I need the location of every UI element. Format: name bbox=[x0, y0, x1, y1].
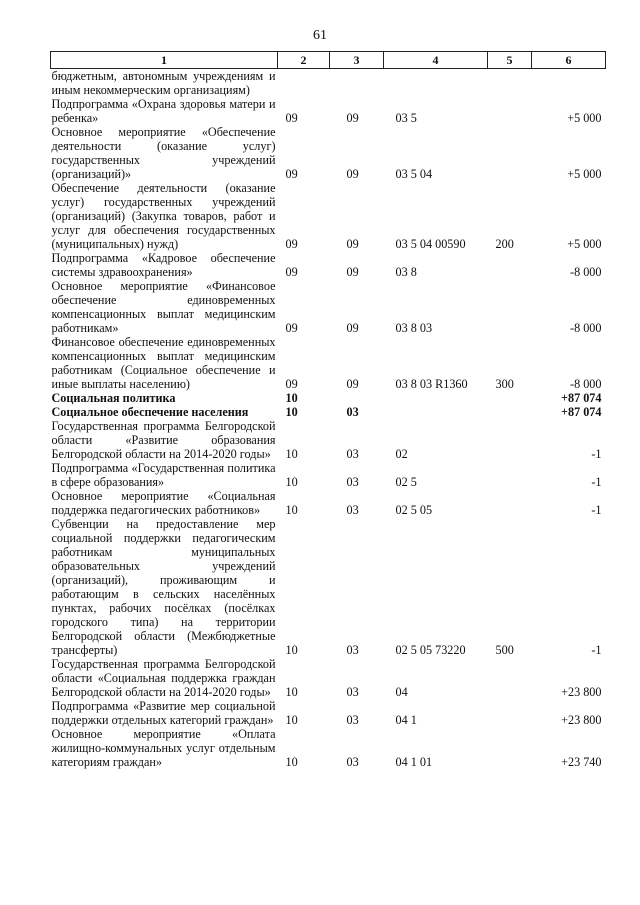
row-description: Субвенции на предоставление мер социальной поддержки педагогическим работникам муниципальных образовательных учреждений (организаций), проживающим и работающим в сельских населённых пунктах, рабочих посёлках (посёлках городского типа) на территории Белгородской области (Межбюджетные трансферты) bbox=[51, 517, 276, 657]
row-section-code: 10 bbox=[285, 503, 298, 517]
row-expense-type-code bbox=[488, 97, 532, 125]
table-row bbox=[51, 727, 606, 769]
row-amount bbox=[532, 69, 606, 98]
row-section-code: 09 bbox=[285, 237, 298, 251]
row-subsection-code: 09 bbox=[346, 377, 359, 391]
column-header: 1 bbox=[51, 52, 278, 69]
row-amount: -8 000 bbox=[570, 377, 602, 391]
row-section-code: 09 bbox=[285, 167, 298, 181]
row-section-code: 10 bbox=[285, 643, 298, 657]
row-target-article-code: 02 5 05 bbox=[395, 503, 433, 517]
column-header: 5 bbox=[488, 52, 532, 69]
row-expense-type-code bbox=[488, 727, 532, 769]
table-row bbox=[51, 489, 606, 517]
row-amount: -8 000 bbox=[570, 265, 602, 279]
row-target-article-code: 04 1 01 bbox=[395, 755, 433, 769]
row-expense-type-code bbox=[488, 125, 532, 181]
row-description: Подпрограмма «Развитие мер социальной поддержки отдельных категорий граждан» bbox=[51, 699, 276, 727]
row-expense-type-code: 200 bbox=[495, 237, 514, 251]
row-subsection-code: 03 bbox=[346, 643, 359, 657]
row-description: Подпрограмма «Кадровое обеспечение системы здравоохранения» bbox=[51, 251, 276, 279]
row-expense-type-code bbox=[488, 461, 532, 489]
row-section-code bbox=[278, 69, 330, 98]
table-row bbox=[51, 97, 606, 125]
row-target-article-code: 02 bbox=[395, 447, 408, 461]
row-expense-type-code: 300 bbox=[495, 377, 514, 391]
row-amount: +5 000 bbox=[567, 111, 602, 125]
row-section-code: 10 bbox=[285, 391, 298, 405]
row-target-article-code: 03 8 bbox=[395, 265, 417, 279]
row-section-code: 09 bbox=[285, 111, 298, 125]
row-subsection-code bbox=[330, 391, 384, 405]
row-subsection-code: 03 bbox=[346, 503, 359, 517]
row-expense-type-code bbox=[488, 419, 532, 461]
row-amount: +23 800 bbox=[561, 713, 602, 727]
row-section-code: 10 bbox=[285, 685, 298, 699]
row-amount: +87 074 bbox=[561, 391, 602, 405]
row-section-code: 10 bbox=[285, 475, 298, 489]
row-subsection-code: 09 bbox=[346, 265, 359, 279]
row-description: Основное мероприятие «Оплата жилищно-коммунальных услуг отдельным категориям граждан» bbox=[51, 727, 276, 769]
row-description: бюджетным, автономным учреждениям и иным некоммерческим организациям) bbox=[51, 69, 276, 97]
row-section-code: 10 bbox=[285, 405, 298, 419]
column-header: 4 bbox=[384, 52, 488, 69]
table-row bbox=[51, 419, 606, 461]
table-row bbox=[51, 335, 606, 391]
row-amount: -8 000 bbox=[570, 321, 602, 335]
row-expense-type-code bbox=[488, 699, 532, 727]
row-description: Обеспечение деятельности (оказание услуг) государственных учреждений (организаций) (Закупка товаров, работ и услуг для обеспечения государственных (муниципальных) нужд) bbox=[51, 181, 276, 251]
row-expense-type-code bbox=[488, 405, 532, 419]
table-row bbox=[51, 279, 606, 335]
column-header: 3 bbox=[330, 52, 384, 69]
row-description: Государственная программа Белгородской области «Развитие образования Белгородской области на 2014-2020 годы» bbox=[51, 419, 276, 461]
row-description: Подпрограмма «Охрана здоровья матери и ребенка» bbox=[51, 97, 276, 125]
row-amount: +23 800 bbox=[561, 685, 602, 699]
budget-table bbox=[50, 51, 606, 769]
column-header: 2 bbox=[278, 52, 330, 69]
row-amount: -1 bbox=[591, 643, 602, 657]
row-description: Подпрограмма «Государственная политика в сфере образования» bbox=[51, 461, 276, 489]
row-target-article-code bbox=[384, 391, 488, 405]
row-expense-type-code bbox=[488, 251, 532, 279]
row-subsection-code: 03 bbox=[346, 405, 359, 419]
row-target-article-code: 04 1 bbox=[395, 713, 417, 727]
table-row bbox=[51, 125, 606, 181]
row-amount: -1 bbox=[591, 447, 602, 461]
row-description: Основное мероприятие «Финансовое обеспечение единовременных компенсационных выплат медицинским работникам» bbox=[51, 279, 276, 335]
row-amount: +5 000 bbox=[567, 167, 602, 181]
row-subsection-code: 09 bbox=[346, 167, 359, 181]
table-row bbox=[51, 251, 606, 279]
budget-table-container bbox=[50, 51, 605, 769]
row-target-article-code: 02 5 bbox=[395, 475, 417, 489]
row-section-code: 09 bbox=[285, 265, 298, 279]
row-target-article-code bbox=[384, 405, 488, 419]
table-header-row bbox=[51, 52, 606, 69]
table-row bbox=[51, 657, 606, 699]
row-description: Основное мероприятие «Обеспечение деятельности (оказание услуг) государственных учреждений (организаций)» bbox=[51, 125, 276, 181]
row-subsection-code: 03 bbox=[346, 475, 359, 489]
row-subsection-code: 09 bbox=[346, 237, 359, 251]
table-row bbox=[51, 69, 606, 98]
table-row bbox=[51, 461, 606, 489]
row-target-article-code: 03 8 03 R1360 bbox=[395, 377, 468, 391]
row-subsection-code: 03 bbox=[346, 713, 359, 727]
row-amount: +87 074 bbox=[561, 405, 602, 419]
row-target-article-code: 02 5 05 73220 bbox=[395, 643, 466, 657]
row-subsection-code bbox=[330, 69, 384, 98]
row-subsection-code: 03 bbox=[346, 685, 359, 699]
table-row bbox=[51, 391, 606, 405]
row-amount: +5 000 bbox=[567, 237, 602, 251]
row-subsection-code: 03 bbox=[346, 447, 359, 461]
row-description: Социальная политика bbox=[51, 391, 176, 405]
row-description: Государственная программа Белгородской области «Социальная поддержка граждан Белгородской области на 2014-2020 годы» bbox=[51, 657, 276, 699]
row-section-code: 09 bbox=[285, 321, 298, 335]
column-header: 6 bbox=[532, 52, 606, 69]
row-target-article-code: 04 bbox=[395, 685, 408, 699]
table-row bbox=[51, 699, 606, 727]
table-row bbox=[51, 181, 606, 251]
row-description: Финансовое обеспечение единовременных компенсационных выплат медицинским работникам (Социальное обеспечение и иные выплаты населению) bbox=[51, 335, 276, 391]
row-target-article-code: 03 8 03 bbox=[395, 321, 433, 335]
row-target-article-code: 03 5 04 bbox=[395, 167, 433, 181]
row-amount: +23 740 bbox=[561, 755, 602, 769]
page-number: 61 bbox=[313, 28, 327, 43]
row-expense-type-code bbox=[488, 279, 532, 335]
table-row bbox=[51, 405, 606, 419]
row-amount: -1 bbox=[591, 475, 602, 489]
row-section-code: 10 bbox=[285, 713, 298, 727]
row-expense-type-code bbox=[488, 69, 532, 98]
row-expense-type-code bbox=[488, 657, 532, 699]
row-amount: -1 bbox=[591, 503, 602, 517]
row-target-article-code bbox=[384, 69, 488, 98]
row-subsection-code: 09 bbox=[346, 111, 359, 125]
row-target-article-code: 03 5 04 00590 bbox=[395, 237, 466, 251]
row-section-code: 09 bbox=[285, 377, 298, 391]
row-subsection-code: 03 bbox=[346, 755, 359, 769]
row-section-code: 10 bbox=[285, 755, 298, 769]
row-target-article-code: 03 5 bbox=[395, 111, 417, 125]
row-expense-type-code bbox=[488, 391, 532, 405]
row-expense-type-code: 500 bbox=[495, 643, 514, 657]
row-subsection-code: 09 bbox=[346, 321, 359, 335]
row-description: Основное мероприятие «Социальная поддержка педагогических работников» bbox=[51, 489, 276, 517]
table-row bbox=[51, 517, 606, 657]
row-section-code: 10 bbox=[285, 447, 298, 461]
row-description: Социальное обеспечение населения bbox=[51, 405, 249, 419]
row-expense-type-code bbox=[488, 489, 532, 517]
